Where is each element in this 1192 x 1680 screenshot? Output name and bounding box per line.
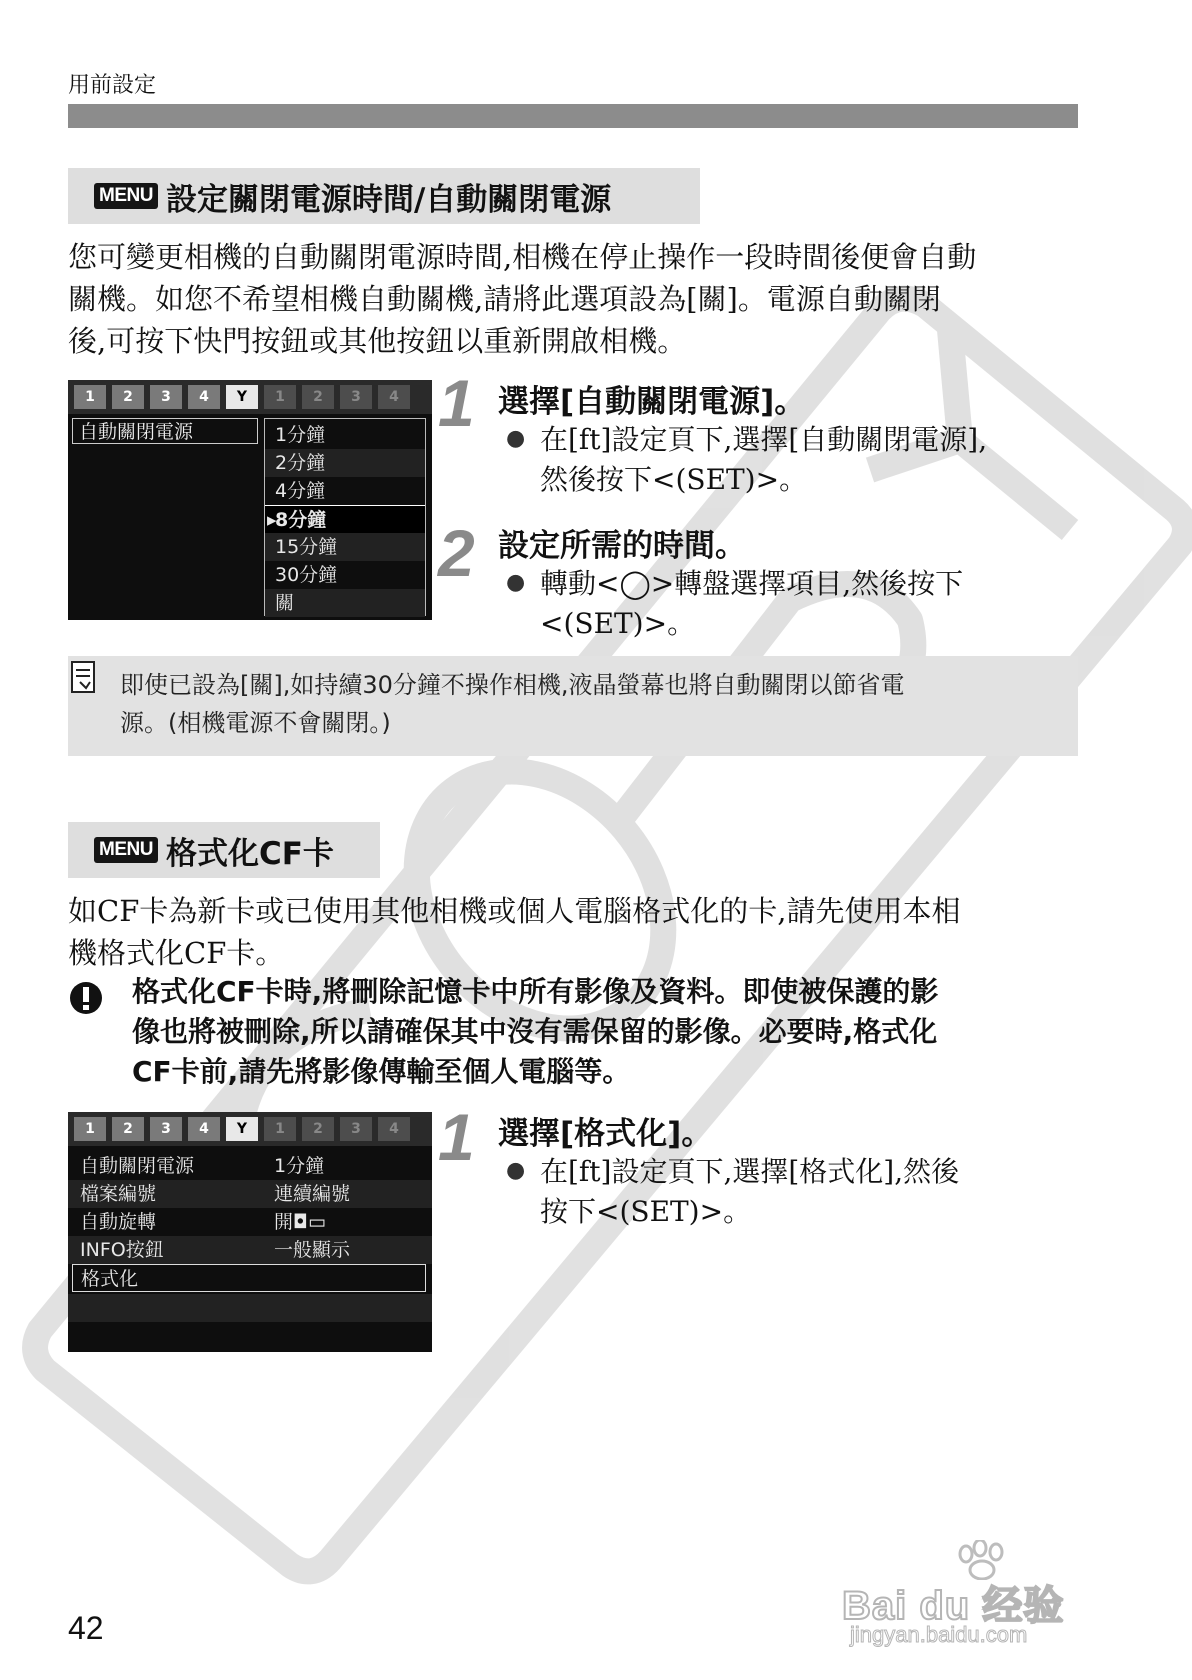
note-text xyxy=(120,666,1070,742)
setup-tab-icon: Y xyxy=(226,1117,258,1141)
note-icon xyxy=(70,660,96,694)
bullet-line: 在[ft]設定頁下,選擇[自動關閉電源], xyxy=(540,423,988,456)
step-title: 選擇[格式化]。 xyxy=(498,1116,713,1152)
setup-tab-icon: 2 xyxy=(302,385,334,409)
menu-badge: MENU xyxy=(94,837,158,863)
shoot-tab-icon: 2 xyxy=(112,385,144,409)
setup-tab-icon: 1 xyxy=(264,1117,296,1141)
lcd-setting-name: 自動關閉電源 xyxy=(72,418,258,444)
lcd-row-value: 1分鐘 xyxy=(274,1155,325,1177)
lcd-option: 1分鐘 xyxy=(275,424,326,446)
intro-paragraph xyxy=(68,236,1083,362)
warning-line: 格式化CF卡時,將刪除記憶卡中所有影像及資料。即使被保護的影 xyxy=(132,975,939,1008)
lcd-row-label: 自動關閉電源 xyxy=(80,1155,195,1177)
shoot-tab-icon: 1 xyxy=(74,1117,106,1141)
bullet-line: 轉動<◯>轉盤選擇項目,然後按下 xyxy=(540,567,964,600)
playback-tab-icon: 3 xyxy=(340,385,372,409)
intro-paragraph xyxy=(68,890,1083,974)
shoot-tab-icon: 1 xyxy=(74,385,106,409)
camera-lcd-screen xyxy=(68,1112,432,1352)
bullet-line: 在[ft]設定頁下,選擇[格式化],然後 xyxy=(540,1155,960,1188)
shoot-tab-icon: 3 xyxy=(150,1117,182,1141)
selection-arrow-icon: ▸ xyxy=(267,509,277,531)
lcd-row-label: 自動旋轉 xyxy=(80,1211,157,1233)
shoot-tab-icon: 4 xyxy=(188,385,220,409)
intro-line: 後,可按下快門按鈕或其他按鈕以重新開啟相機。 xyxy=(68,324,687,358)
header-bar xyxy=(68,104,1078,128)
intro-line: 您可變更相機的自動關閉電源時間,相機在停止操作一段時間後便會自動 xyxy=(68,240,977,274)
lcd-row-label: INFO按鈕 xyxy=(80,1239,164,1261)
warning-line: CF卡前,請先將影像傳輸至個人電腦等。 xyxy=(132,1055,631,1088)
note-line: 源。(相機電源不會關閉。) xyxy=(120,709,391,737)
section-title: 格式化CF卡 xyxy=(165,835,334,872)
note-line: 即使已設為[關],如持續30分鐘不操作相機,液晶螢幕也將自動關閉以節省電 xyxy=(120,671,905,699)
bullet-line: 然後按下<(SET)>。 xyxy=(540,463,808,496)
lcd-menu-row xyxy=(68,1152,432,1180)
step-title: 選擇[自動關閉電源]。 xyxy=(498,384,806,420)
camera-lcd-screen xyxy=(68,380,432,620)
bullet-line: 按下<(SET)>。 xyxy=(540,1195,752,1228)
section-label: 用前設定 xyxy=(68,73,157,98)
lcd-row-value: 連續編號 xyxy=(274,1183,351,1205)
note-box xyxy=(68,656,1078,756)
caution-icon xyxy=(68,980,104,1016)
lcd-option: 2分鐘 xyxy=(275,452,326,474)
menu-badge: MENU xyxy=(94,183,158,209)
section-heading-format-cf xyxy=(68,822,380,878)
lcd-menu-row xyxy=(68,1236,432,1264)
lcd-tab-bar xyxy=(68,380,432,414)
warning-line: 像也將被刪除,所以請確保其中沒有需保留的影像。必要時,格式化 xyxy=(132,1015,938,1048)
lcd-menu-row-selected xyxy=(72,1264,426,1292)
baidu-watermark xyxy=(842,1540,1122,1647)
bullet-line: <(SET)>。 xyxy=(540,607,696,640)
setup-tab-icon: Y xyxy=(226,385,258,409)
bullet-icon: ● xyxy=(506,426,526,451)
shoot-tab-icon: 2 xyxy=(112,1117,144,1141)
lcd-option-list xyxy=(264,418,426,616)
lcd-option: 30分鐘 xyxy=(275,564,338,586)
bullet-icon: ● xyxy=(506,570,526,595)
step-title: 設定所需的時間。 xyxy=(498,528,746,564)
lcd-empty-row xyxy=(68,1294,432,1322)
section-title: 設定關閉電源時間/自動關閉電源 xyxy=(165,181,612,218)
lcd-menu-row xyxy=(68,1180,432,1208)
shoot-tab-icon: 4 xyxy=(188,1117,220,1141)
baidu-brand: Bai du 经验 xyxy=(842,1584,1065,1628)
lcd-option: 關 xyxy=(275,592,295,614)
section-heading-auto-power-off xyxy=(68,168,700,224)
setup-tab-icon: 1 xyxy=(264,385,296,409)
page-number: 42 xyxy=(68,1610,104,1646)
warning-text xyxy=(132,972,1082,1092)
intro-line: 關機。如您不希望相機自動關機,請將此選項設為[關]。電源自動關閉 xyxy=(68,282,941,316)
intro-line: 如CF卡為新卡或已使用其他相機或個人電腦格式化的卡,請先使用本相 xyxy=(68,894,961,928)
my-menu-tab-icon: 4 xyxy=(378,385,410,409)
step-bullet xyxy=(500,1152,1090,1232)
playback-tab-icon: 3 xyxy=(340,1117,372,1141)
step-bullet xyxy=(500,564,1090,644)
step-number: 2 xyxy=(438,516,475,590)
step-number: 1 xyxy=(438,366,475,440)
shoot-tab-icon: 3 xyxy=(150,385,182,409)
lcd-tab-bar xyxy=(68,1112,432,1146)
step-number: 1 xyxy=(438,1100,475,1174)
lcd-row-value: 一般顯示 xyxy=(274,1239,351,1261)
lcd-option-selected: 8分鐘 xyxy=(275,509,327,531)
my-menu-tab-icon: 4 xyxy=(378,1117,410,1141)
lcd-row-label: 格式化 xyxy=(81,1268,139,1290)
bullet-icon: ● xyxy=(506,1158,526,1183)
lcd-option: 4分鐘 xyxy=(275,480,326,502)
lcd-row-value: 開◘▭ xyxy=(274,1211,326,1233)
lcd-option: 15分鐘 xyxy=(275,536,338,558)
setup-tab-icon: 2 xyxy=(302,1117,334,1141)
lcd-menu-row xyxy=(68,1208,432,1236)
lcd-row-label: 檔案編號 xyxy=(80,1183,157,1205)
step-bullet xyxy=(500,420,1090,500)
baidu-url: jingyan.baidu.com xyxy=(850,1622,1028,1647)
intro-line: 機格式化CF卡。 xyxy=(68,936,285,970)
